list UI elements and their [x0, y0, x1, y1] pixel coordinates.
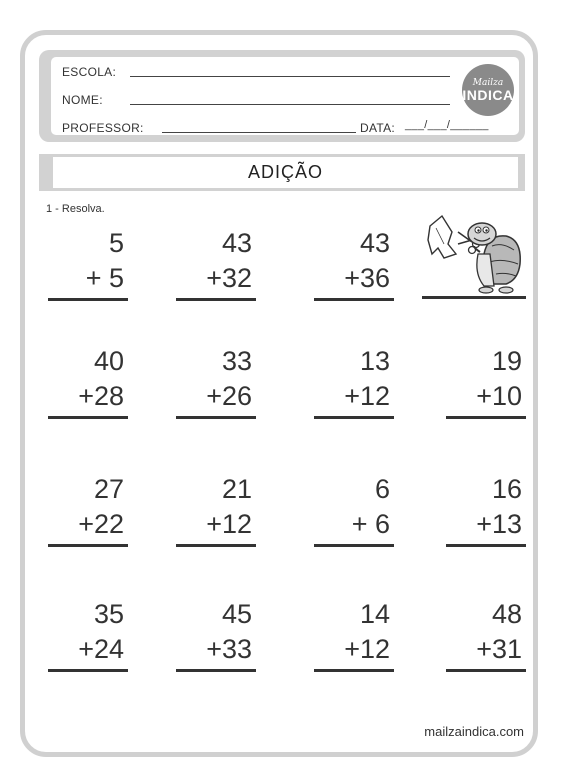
- title-box: [53, 157, 518, 188]
- answer-rule: [176, 544, 256, 547]
- answer-rule: [48, 669, 128, 672]
- answer-rule: [446, 544, 526, 547]
- bottom-number: +36: [344, 263, 390, 293]
- top-number: 14: [359, 599, 390, 629]
- bottom-number: +13: [476, 509, 522, 539]
- teacher-label: PROFESSOR:: [62, 121, 144, 135]
- answer-rule: [314, 298, 394, 301]
- top-number: 43: [221, 228, 252, 258]
- bottom-number: +12: [344, 634, 390, 664]
- top-number: 45: [221, 599, 252, 629]
- top-number: 35: [93, 599, 124, 629]
- bottom-number: +12: [206, 509, 252, 539]
- top-number: 16: [491, 474, 522, 504]
- answer-rule: [176, 669, 256, 672]
- bottom-number: +10: [476, 381, 522, 411]
- top-number: 40: [93, 346, 124, 376]
- bottom-number: + 6: [351, 509, 390, 539]
- bottom-number: +12: [344, 381, 390, 411]
- name-field[interactable]: [130, 104, 450, 105]
- name-label: NOME:: [62, 93, 103, 107]
- bottom-number: +31: [476, 634, 522, 664]
- teacher-field[interactable]: [162, 132, 356, 133]
- footer-website: mailzaindica.com: [424, 724, 524, 739]
- bottom-number: +26: [206, 381, 252, 411]
- illustration-baseline: [422, 296, 526, 299]
- top-number: 43: [359, 228, 390, 258]
- instruction-text: 1 - Resolva.: [46, 203, 105, 215]
- answer-rule: [176, 298, 256, 301]
- logo-script-text: Mailza: [472, 77, 504, 88]
- date-label: DATA:: [360, 121, 396, 135]
- top-number: 5: [108, 228, 124, 258]
- answer-rule: [48, 416, 128, 419]
- date-field[interactable]: ___/___/______: [405, 119, 489, 131]
- answer-rule: [176, 416, 256, 419]
- bottom-number: +22: [78, 509, 124, 539]
- bottom-number: +24: [78, 634, 124, 664]
- worksheet-title: ADIÇÃO: [247, 162, 323, 182]
- bottom-number: +32: [206, 263, 252, 293]
- school-field[interactable]: [130, 76, 450, 77]
- school-label: ESCOLA:: [62, 65, 117, 79]
- top-number: 6: [374, 474, 390, 504]
- bottom-number: +28: [78, 381, 124, 411]
- answer-rule: [314, 669, 394, 672]
- answer-rule: [48, 544, 128, 547]
- answer-rule: [446, 416, 526, 419]
- answer-rule: [314, 544, 394, 547]
- bottom-number: +33: [206, 634, 252, 664]
- turtle-with-scissors-icon: [422, 214, 526, 298]
- top-number: 13: [359, 346, 390, 376]
- logo-main-text: INDICA: [462, 86, 514, 103]
- top-number: 33: [221, 346, 252, 376]
- top-number: 21: [221, 474, 252, 504]
- top-number: 27: [93, 474, 124, 504]
- answer-rule: [446, 669, 526, 672]
- top-number: 19: [491, 346, 522, 376]
- answer-rule: [314, 416, 394, 419]
- answer-rule: [48, 298, 128, 301]
- top-number: 48: [491, 599, 522, 629]
- bottom-number: + 5: [85, 263, 124, 293]
- mailza-indica-logo: [462, 64, 514, 116]
